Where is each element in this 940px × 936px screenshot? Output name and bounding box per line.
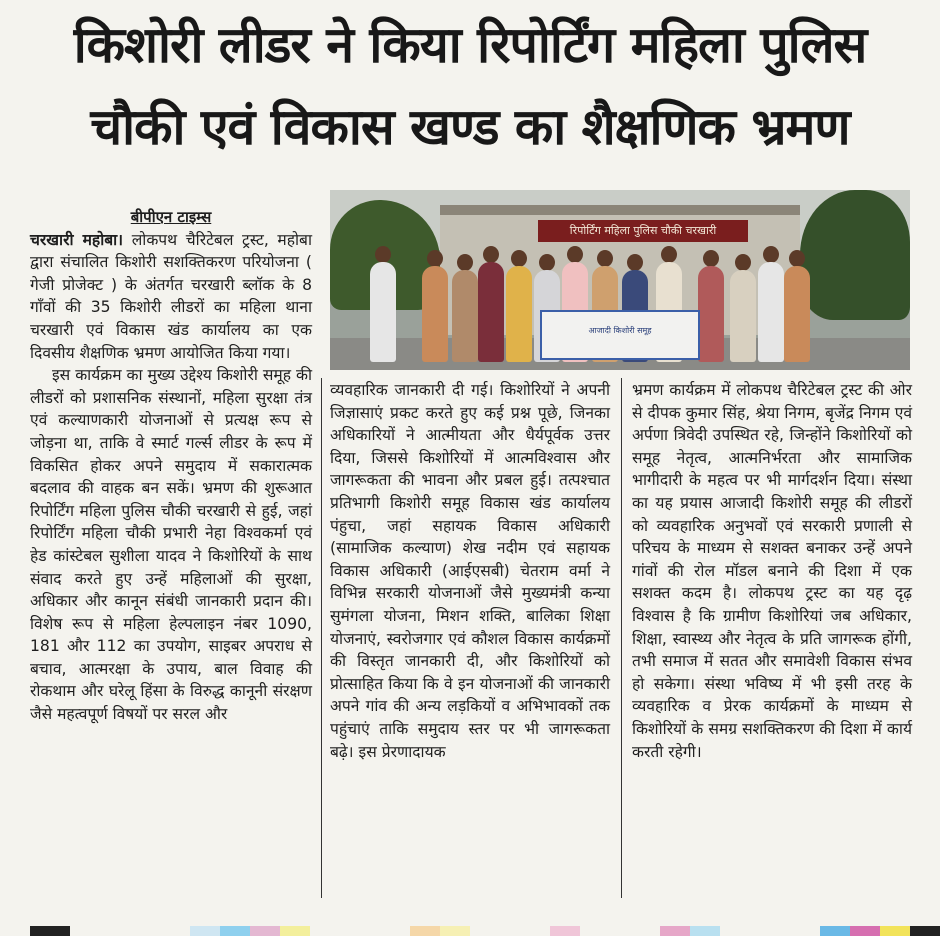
photo-trees-right xyxy=(800,190,910,320)
registration-swatch xyxy=(850,926,880,936)
person-figure xyxy=(370,262,396,362)
person-figure xyxy=(758,262,784,362)
person-head xyxy=(375,246,391,263)
person-head xyxy=(511,250,527,267)
person-figure xyxy=(478,262,504,362)
article-paragraph: व्यवहारिक जानकारी दी गई। किशोरियों ने अपनी जिज्ञासाएं प्रकट करते हुए कई प्रश्न पूछे, जिनका अधिकारियों ने आत्मीयता और धैर्यपूर्वक उत्तर दिया, जिससे किशोरियों में आत्मविश्वास और जागरूकता की भावना और प्रबल हुई। तत्पश्चात प्रतिभागी किशोरी समूह विकास खंड कार्यालय पंहुचा, जहां सहायक विकास अधिकारी (सामाजिक कल्याण) शेख नदीम एवं सहायक विकास अधिकारी (आईएसबी) चेतराम वर्मा ने विभिन्न सरकारी योजनाओं जैसे मुख्यमंत्री कन्या सुमंगला योजना, मिशन शक्ति, बालिका शिक्षा योजनाएं, स्वरोजगार एवं कौशल विकास कार्यक्रमों की विस्तृत जानकारी दी, और किशोरियों को प्रोत्साहित किया कि वे इन योजनाओं की जानकारी अपने गांव की अन्य लड़कियों व अभिभावकों तक पहुंचाएं ताकि समुदाय स्तर पर भी जागरूकता बढ़े। इस प्रेरणादायक xyxy=(330,381,610,761)
registration-swatch xyxy=(250,926,280,936)
police-post-sign: रिपोर्टिंग महिला पुलिस चौकी चरखारी xyxy=(538,220,748,242)
registration-swatch xyxy=(820,926,850,936)
article-column-3 xyxy=(632,379,912,763)
article-paragraph xyxy=(30,229,312,365)
article-paragraph: भ्रमण कार्यक्रम में लोकपथ चैरिटेबल ट्रस्ट की ओर से दीपक कुमार सिंह, श्रेया निगम, बृजेंद्र निगम एवं अर्पणा त्रिवेदी उपस्थित रहे, जिन्होंने किशोरियों को समूह नेतृत्व, आत्मनिर्भरता और सामाजिक भागीदारी के महत्व पर भी मार्गदर्शन दिया। संस्था का यह प्रयास आजादी किशोरी समूह की लीडरों को व्यवहारिक अनुभवों एवं सरकारी प्रणाली से परिचय के माध्यम से सशक्त बनाकर उन्हें अपने गांवों की रोल मॉडल बनाने की दिशा में एक सशक्त कदम है। लोकपथ ट्रस्ट का यह दृढ़ विश्वास है कि ग्रामीण किशोरियां जब अधिकार, शिक्षा, स्वास्थ्य और नेतृत्व के प्रति जागरूक होंगी, तभी समाज में सतत और समावेशी विकास संभव हो सकेगा। संस्था भविष्य में भी इसी तरह के व्यवहारिक व प्रेरक कार्यक्रमों के माध्यम से किशोरियों के समग्र सशक्तिकरण की दिशा में कार्य करती रहेगी। xyxy=(632,381,912,761)
person-head xyxy=(483,246,499,263)
registration-swatch xyxy=(440,926,470,936)
article-lead-text: लोकपथ चैरिटेबल ट्रस्ट, महोबा द्वारा संचालित किशोरी सशक्तिकरण परियोजना ( गेजी प्रोजेक्ट ) के अंतर्गत चरखारी ब्लॉक के 8 गाँवों की 35 किशोरी लीडरों का महिला थाना चरखारी एवं विकास खंड कार्यालय का एक दिवसीय शैक्षणिक भ्रमण आयोजित किया गया। xyxy=(30,230,312,362)
registration-swatch xyxy=(660,926,690,936)
person-head xyxy=(427,250,443,267)
byline: बीपीएन टाइम्स xyxy=(130,208,212,226)
person-head xyxy=(457,254,473,271)
person-figure xyxy=(698,266,724,362)
person-figure xyxy=(784,266,810,362)
person-head xyxy=(539,254,555,271)
registration-swatch xyxy=(690,926,720,936)
registration-swatch xyxy=(550,926,580,936)
article-paragraph: इस कार्यक्रम का मुख्य उद्देश्य किशोरी समूह की लीडरों को प्रशासनिक संस्थानों, महिला सुरक्षा तंत्र एवं कल्याणकारी योजनाओं से प्रत्यक्ष रूप से जोड़ना था, ताकि वे स्मार्ट गर्ल्स लीडर के रूप में विकसित होकर अपने समुदाय में सकारात्मक बदलाव की वाहक बन सकें। भ्रमण की शुरूआत रिपोर्टिंग महिला पुलिस चौकी चरखारी से हुई, जहां रिपोर्टिंग महिला चौकी प्रभारी नेहा विश्वकर्मा एवं हेड कांस्टेबल सुशीला यादव ने किशोरियों के साथ संवाद करते हुए उन्हें महिलाओं की सुरक्षा, अधिकार और कानून संबंधी जानकारी प्रदान की। विशेष रूप से महिला हेल्पलाइन नंबर 1090, 181 और 112 का उपयोग, साइबर अपराध से बचाव, आत्मरक्षा के उपाय, बाल विवाह की रोकथाम और घरेलू हिंसा के विरुद्ध कानूनी संरक्षण जैसे महत्वपूर्ण विषयों पर सरल और xyxy=(30,366,312,724)
article-column-2 xyxy=(330,379,610,763)
headline-line-2: चौकी एवं विकास खण्ड का शैक्षणिक भ्रमण xyxy=(90,98,850,156)
person-head xyxy=(597,250,613,267)
person-head xyxy=(703,250,719,267)
article-column-1 xyxy=(30,206,312,726)
dateline: चरखारी महोबा। xyxy=(30,230,124,249)
person-figure xyxy=(422,266,448,362)
person-figure xyxy=(452,270,478,362)
column-divider xyxy=(621,378,622,898)
person-head xyxy=(661,246,677,263)
print-registration-bar xyxy=(0,926,940,936)
person-head xyxy=(789,250,805,267)
group-banner: आजादी किशोरी समूह xyxy=(540,310,700,360)
person-head xyxy=(627,254,643,271)
registration-swatch xyxy=(30,926,70,936)
person-head xyxy=(735,254,751,271)
registration-swatch xyxy=(410,926,440,936)
person-head xyxy=(567,246,583,263)
person-figure xyxy=(730,270,756,362)
person-head xyxy=(763,246,779,263)
news-photo xyxy=(330,190,910,370)
registration-swatch xyxy=(280,926,310,936)
registration-swatch xyxy=(880,926,910,936)
registration-swatch xyxy=(220,926,250,936)
person-figure xyxy=(506,266,532,362)
registration-swatch xyxy=(190,926,220,936)
registration-swatch xyxy=(910,926,940,936)
headline-line-1: किशोरी लीडर ने किया रिपोर्टिंग महिला पुलिस xyxy=(73,16,867,74)
column-divider xyxy=(321,378,322,898)
